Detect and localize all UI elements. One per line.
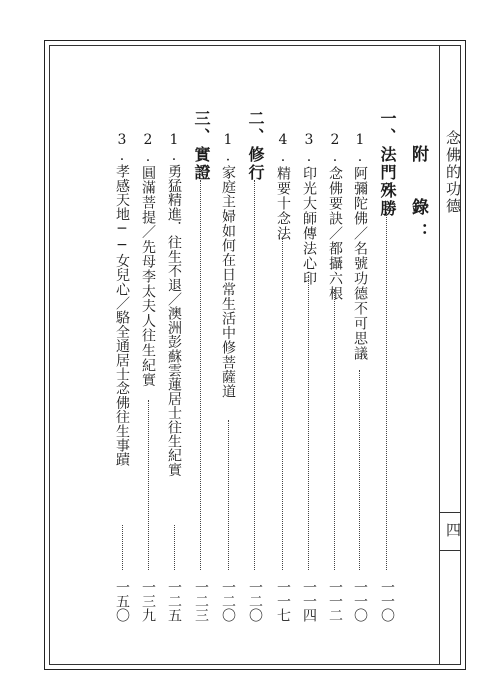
toc-item: 2.念佛要訣／都攝六根 [327,132,343,301]
toc-section-1: 一、法門殊勝 [378,110,397,218]
toc-item: 3.印光大師傳法心印 [301,132,317,286]
running-header-title: 念佛的功德 [444,130,462,215]
toc-leader-dots [282,238,283,570]
toc-item: 3.孝感天地──女兒心／駱全通居士念佛往生事蹟 [114,132,130,467]
toc-leader-dots [308,275,309,570]
toc-page-number: 一五〇 [114,580,130,622]
toc-page-number: 一二〇 [220,580,236,622]
toc-item: 1.勇猛精進．往生不退／澳洲彭蘇雲蓮居士往生紀實 [166,132,182,477]
toc-leader-dots [386,212,387,570]
header-divider [439,45,440,665]
toc-section-3: 三、實證 [192,110,211,182]
toc-page-number: 一一〇 [352,580,368,622]
toc-page-number: 一二三 [193,580,209,622]
toc-item: 2.圓滿菩提／先母李太夫人往生紀實 [140,132,156,388]
toc-leader-dots [334,290,335,570]
toc-leader-dots [254,180,255,570]
toc-leader-dots [359,370,360,570]
toc-page-number: 一一〇 [379,580,395,622]
toc-leader-dots [122,525,123,570]
toc-page-number: 一二〇 [247,580,263,622]
appendix-title: 附 錄： [408,145,428,248]
toc-leader-dots [174,525,175,570]
toc-leader-dots [200,180,201,570]
toc-item: 1.阿彌陀佛／名號功德不可思議 [352,132,368,361]
toc-page-number: 一一二 [327,580,343,622]
toc-page-number: 一一四 [301,580,317,622]
page-number-rule-bottom [439,550,461,551]
toc-leader-dots [228,420,229,570]
toc-item: 1.家庭主婦如何在日常生活中修菩薩道 [220,132,236,399]
toc-item: 4.精要十念法 [275,132,291,241]
toc-page-number: 一三九 [140,580,156,622]
toc-page-number: 一一七 [275,580,291,622]
toc-section-2: 二、修行 [246,110,265,182]
toc-page-number: 一二五 [166,580,182,622]
page-number: 四 [444,522,462,537]
page-number-rule-top [439,512,461,513]
toc-leader-dots [148,400,149,570]
